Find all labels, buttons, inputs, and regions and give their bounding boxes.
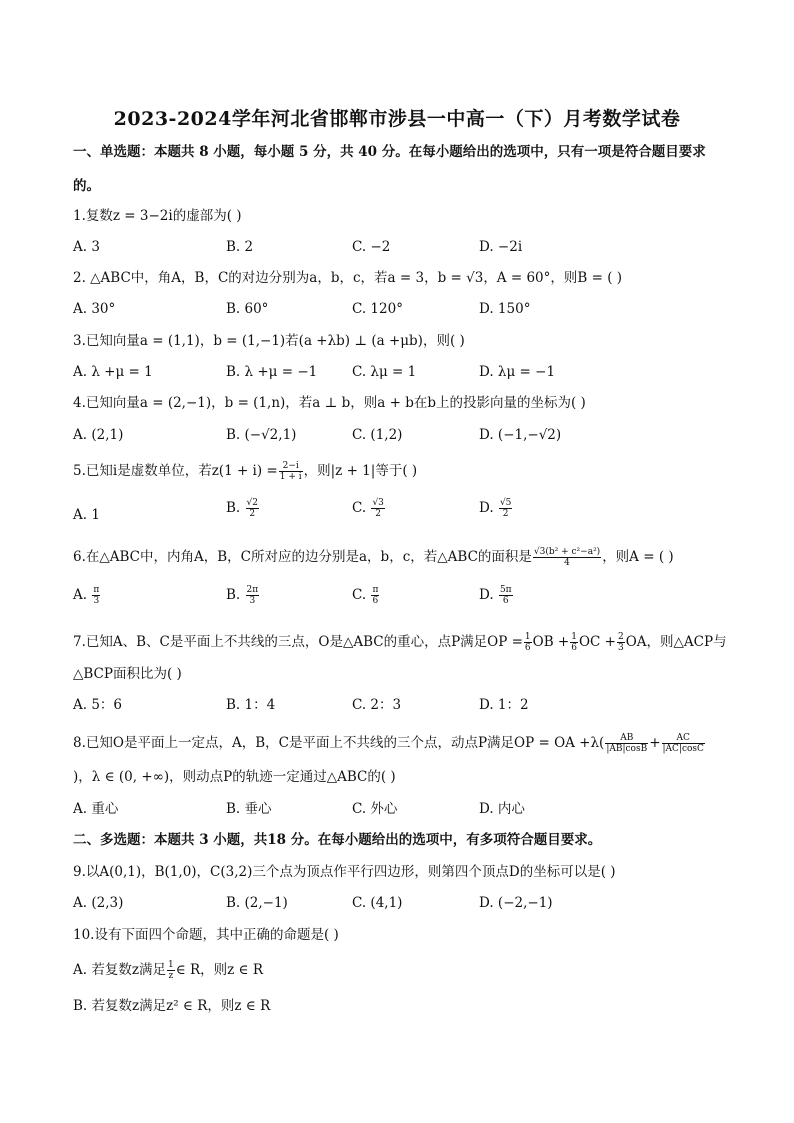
q9-option-a: A. (2,3) xyxy=(73,895,124,911)
q2-stem: 2. △ABC中，角A，B，C的对边分别为a，b，c，若a = 3，b = √3，A = 60°，则B = ( ) xyxy=(73,270,623,286)
q9-option-d: D. (−2,−1) xyxy=(479,895,553,911)
q9-option-c: C. (4,1) xyxy=(352,895,403,911)
section2-heading: 二、多选题：本题共 3 小题，共18 分。在每小题给出的选项中，有多项符合题目要求。 xyxy=(73,832,602,848)
q1-option-c: C. −2 xyxy=(352,239,391,255)
q2-option-d: D. 150° xyxy=(479,301,531,317)
q10-stem: 10.设有下面四个命题，其中正确的命题是( ) xyxy=(73,927,339,943)
q3-option-a: A. λ +μ = 1 xyxy=(73,364,153,380)
q8-stem: 8.已知O是平面上一定点，A，B，C是平面上不共线的三个点，动点P满足OP = OA +λ( $\frac{AB}{|AB|\cos B}$ + $\frac{AC}{|AC|\cos C}$ xyxy=(73,733,704,754)
q7-stem-cont: △BCP面积比为( ) xyxy=(73,666,182,682)
q9-option-b: B. (2,−1) xyxy=(226,895,288,911)
q7-option-c: C. 2：3 xyxy=(352,697,402,713)
q1-stem: 1.复数z = 3−2i的虚部为( ) xyxy=(73,208,242,224)
page-title: 2023-2024学年河北省邯郸市涉县一中高一（下）月考数学试卷 xyxy=(113,108,681,130)
q4-option-d: D. (−1,−√2) xyxy=(479,427,562,443)
section1-heading-cont: 的。 xyxy=(73,178,100,194)
q8-option-c: C. 外心 xyxy=(352,801,398,817)
q9-stem: 9.以A(0,1)，B(1,0)，C(3,2)三个点为顶点作平行四边形，则第四个顶点D的坐标可以是( ) xyxy=(73,864,616,880)
q2-option-c: C. 120° xyxy=(352,301,403,317)
q5-stem: 5.已知i是虚数单位，若z(1 + i) = $\frac{2-i}{1 + i}$ ，则|z + 1|等于( ) xyxy=(73,461,418,482)
q3-stem: 3.已知向量a = (1,1)，b = (1,−1)若(a +λb) ⊥ (a +μb)，则( ) xyxy=(73,333,465,349)
q10-option-b: B. 若复数z满足z² ∈ R，则z ∈ R xyxy=(73,998,271,1014)
q6-fraction: $\frac{\text{√3(b² + c²−a²)}}{4}$ xyxy=(533,547,601,568)
q3-option-c: C. λμ = 1 xyxy=(352,364,417,380)
q7-option-b: B. 1：4 xyxy=(226,697,276,713)
q8-stem-cont: )，λ ∈ (0, +∞)，则动点P的轨迹一定通过△ABC的( ) xyxy=(73,769,396,785)
q7-stem: 7.已知A、B、C是平面上不共线的三点，O是△ABC的重心，点P满足OP = $\frac{1}{6}$ OB + $\frac{1}{6}$ OC + $\frac{2}{3}$ OA，则△ACP与 xyxy=(73,632,727,653)
q2-option-b: B. 60° xyxy=(226,301,269,317)
q8-option-a: A. 重心 xyxy=(73,801,119,817)
q4-stem: 4.已知向量a = (2,−1)，b = (1,n)，若a ⊥ b，则a + b在b上的投影向量的坐标为( ) xyxy=(73,395,586,411)
q4-option-a: A. (2,1) xyxy=(73,427,124,443)
q7-option-a: A. 5：6 xyxy=(73,697,123,713)
q6-option-b: B. $\frac{2\pi}{3}$ xyxy=(226,585,259,606)
q5-fraction: $\frac{2-i}{1 + i}$ xyxy=(279,461,302,482)
q10-option-a: A. 若复数z满足 $\frac{1}{z}$ ∈ R，则z ∈ R xyxy=(73,960,263,981)
q5-option-a: A. 1 xyxy=(73,507,100,523)
q1-option-d: D. −2i xyxy=(479,239,523,255)
q8-option-b: B. 垂心 xyxy=(226,801,272,817)
q6-stem: 6.在△ABC中，内角A，B，C所对应的边分别是a，b，c，若△ABC的面积是 $\frac{\text{√3(b² + c²−a²)}}{4}$ ，则A = ( ) xyxy=(73,547,674,568)
q7-option-d: D. 1：2 xyxy=(479,697,529,713)
q6-option-a: A. $\frac{\pi}{3}$ xyxy=(73,585,100,606)
q6-option-d: D. $\frac{5\pi}{6}$ xyxy=(479,585,512,606)
q8-option-d: D. 内心 xyxy=(479,801,525,817)
q1-option-a: A. 3 xyxy=(73,239,100,255)
q3-option-b: B. λ +μ = −1 xyxy=(226,364,318,380)
q2-option-a: A. 30° xyxy=(73,301,116,317)
q5-option-d: D. $\frac{√5}{2}$ xyxy=(479,498,512,519)
q3-option-d: D. λμ = −1 xyxy=(479,364,556,380)
q1-option-b: B. 2 xyxy=(226,239,254,255)
q5-option-b: B. $\frac{√2}{2}$ xyxy=(226,498,258,519)
q4-option-c: C. (1,2) xyxy=(352,427,403,443)
q5-option-c: C. $\frac{√3}{2}$ xyxy=(352,498,384,519)
section1-heading: 一、单选题：本题共 8 小题，每小题 5 分，共 40 分。在每小题给出的选项中，只有一项是符合题目要求 xyxy=(73,144,706,160)
q4-option-b: B. (−√2,1) xyxy=(226,427,297,443)
q6-option-c: C. $\frac{\pi}{6}$ xyxy=(352,585,379,606)
